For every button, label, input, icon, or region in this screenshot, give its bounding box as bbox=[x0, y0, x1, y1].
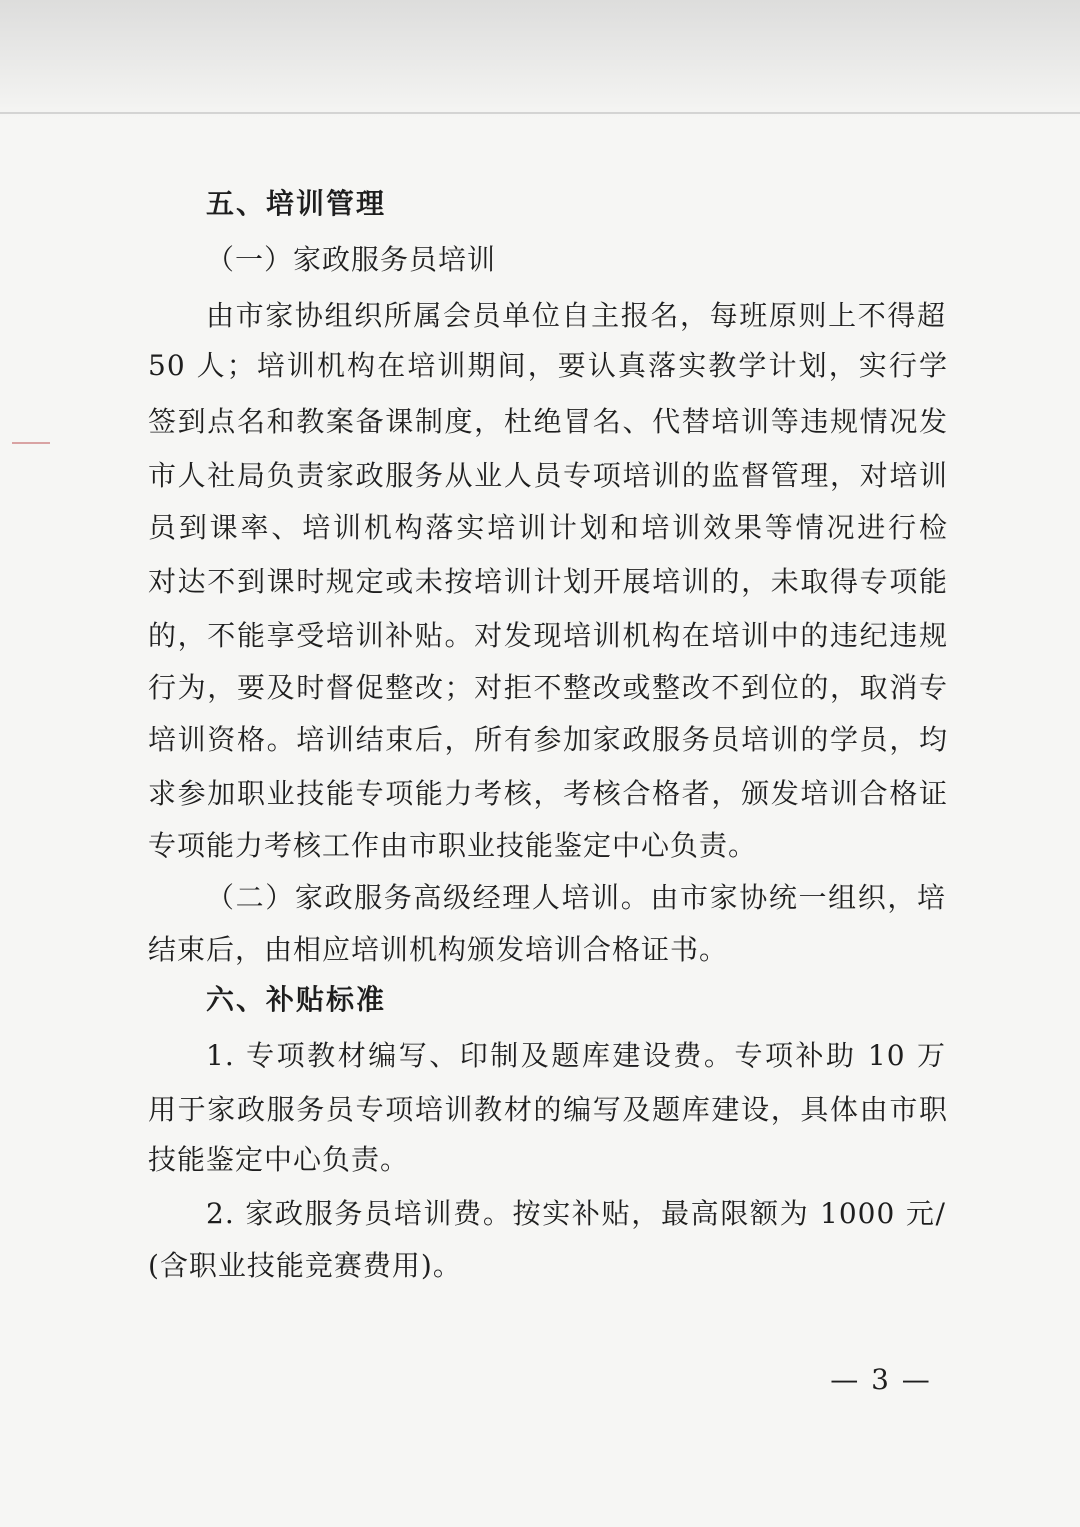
paragraph-line: 结束后，由相应培训机构颁发培训合格证书。 bbox=[148, 933, 729, 966]
paragraph-line: 的，不能享受培训补贴。对发现培训机构在培训中的违纪违规 bbox=[148, 619, 948, 652]
paragraph-line: 求参加职业技能专项能力考核，考核合格者，颁发培训合格证 bbox=[148, 777, 948, 810]
paragraph-line: 50 人；培训机构在培训期间，要认真落实教学计划，实行学 bbox=[148, 349, 948, 382]
section-6-heading: 六、补贴标准 bbox=[206, 983, 387, 1016]
paragraph-line: 由市家协组织所属会员单位自主报名，每班原则上不得超 bbox=[206, 299, 946, 332]
paragraph-line: 2. 家政服务员培训费。按实补贴，最高限额为 1000 元/ bbox=[206, 1197, 946, 1230]
paragraph-line: （二）家政服务高级经理人培训。由市家协统一组织，培 bbox=[206, 881, 946, 914]
paragraph-line: 专项能力考核工作由市职业技能鉴定中心负责。 bbox=[148, 829, 758, 862]
paragraph-line: 用于家政服务员专项培训教材的编写及题库建设，具体由市职 bbox=[148, 1093, 948, 1126]
paragraph-line: 员到课率、培训机构落实培训计划和培训效果等情况进行检 bbox=[148, 511, 948, 544]
paragraph-line: 1. 专项教材编写、印制及题库建设费。专项补助 10 万 bbox=[206, 1039, 946, 1072]
paragraph-line: 培训资格。培训结束后，所有参加家政服务员培训的学员，均 bbox=[148, 723, 948, 756]
paragraph-line: 市人社局负责家政服务从业人员专项培训的监督管理，对培训 bbox=[148, 459, 948, 492]
page-number: — 3 — bbox=[830, 1363, 932, 1396]
paragraph-line: 行为，要及时督促整改；对拒不整改或整改不到位的，取消专 bbox=[148, 671, 948, 704]
paragraph-line: (含职业技能竞赛费用)。 bbox=[148, 1249, 462, 1282]
subsection-1-heading: （一）家政服务员培训 bbox=[206, 243, 497, 276]
paragraph-line: 对达不到课时规定或未按培训计划开展培训的，未取得专项能 bbox=[148, 565, 948, 598]
section-5-heading: 五、培训管理 bbox=[206, 187, 387, 220]
paragraph-line: 签到点名和教案备课制度，杜绝冒名、代替培训等违规情况发 bbox=[148, 405, 948, 438]
paragraph-line: 技能鉴定中心负责。 bbox=[148, 1143, 410, 1176]
